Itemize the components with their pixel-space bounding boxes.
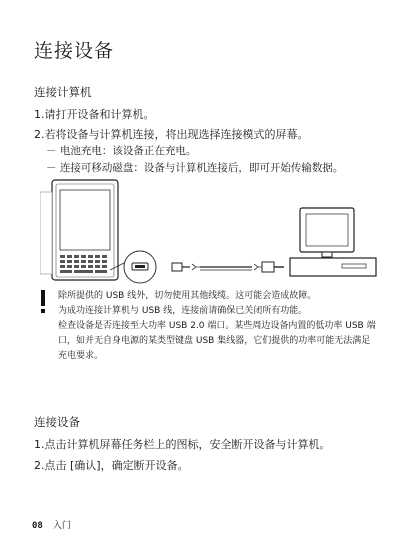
step-2: 2.若将设备与计算机连接，将出现选择连接模式的屏幕。 xyxy=(34,128,309,141)
footer-section: 入门 xyxy=(52,521,71,531)
step-1: 1.请打开设备和计算机。 xyxy=(34,108,155,121)
warning-line-functions: 为成功连接计算机与 USB 线，连接前请确保已关闭所有功能。 xyxy=(58,306,308,316)
page-number: 08 xyxy=(32,521,43,531)
disconnect-step-1: 1.点击计算机屏幕任务栏上的图标，安全断开设备与计算机。 xyxy=(34,438,331,451)
section-heading-connect-computer: 连接计算机 xyxy=(34,85,92,99)
usb-cable xyxy=(172,262,284,272)
page-title: 连接设备 xyxy=(34,40,115,62)
page-footer xyxy=(32,518,71,531)
exclamation-icon xyxy=(38,290,48,314)
warning-line-cable: 除所提供的 USB 线外，切勿使用其他线缆。这可能会造成故障。 xyxy=(58,291,317,301)
disconnect-step-2: 2.点击 [确认]，确定断开设备。 xyxy=(34,459,189,472)
warning-line-power: 检查设备是否连接至大功率 USB 2.0 端口。某些周边设备内置的低功率 USB 端口，如并无自身电源的某类型键盘 USB 集线器，它们提供的功率可能无法满足充电要求。 xyxy=(58,321,376,361)
device-computer-connection-illustration xyxy=(40,178,380,284)
usb-symbol-icon xyxy=(192,264,200,270)
section-heading-connect-device: 连接设备 xyxy=(34,415,80,429)
bullet-charge: － 电池充电：该设备正在充电。 xyxy=(46,145,197,157)
warning-notes xyxy=(58,289,376,364)
usb-symbol-icon-2 xyxy=(254,264,262,270)
bullet-removable-disk: － 连接可移动磁盘：设备与计算机连接后，即可开始传输数据。 xyxy=(46,162,344,174)
computer-illustration xyxy=(290,208,376,276)
ebook-reader-device xyxy=(40,180,118,280)
